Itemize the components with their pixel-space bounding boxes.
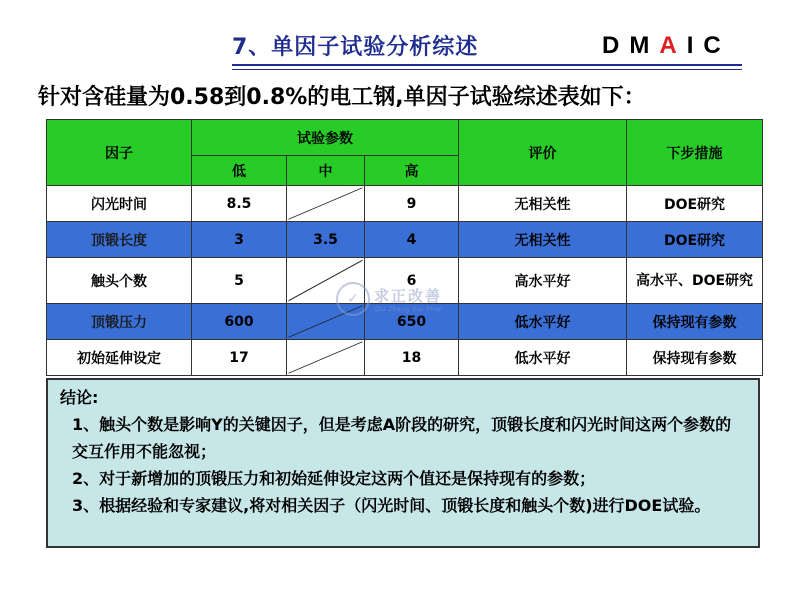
table-row bbox=[47, 222, 763, 258]
title-underline-thin bbox=[232, 69, 742, 70]
cell-eval: 低水平好 bbox=[459, 304, 627, 340]
header-low: 低 bbox=[192, 156, 287, 186]
dmaic-letter-c: C bbox=[703, 32, 731, 59]
conclusion-item-3: 3、根据经验和专家建议,将对相关因子（闪光时间、顶锻长度和触头个数)进行DOE试验。 bbox=[72, 496, 711, 515]
cell-eval: 无相关性 bbox=[459, 222, 627, 258]
cell-next: 高水平、DOE研究 bbox=[627, 258, 763, 304]
cell-high: 9 bbox=[365, 186, 459, 222]
cell-mid-empty bbox=[287, 340, 365, 376]
summary-table bbox=[46, 119, 763, 376]
slide-title: 7、单因子试验分析综述 bbox=[232, 35, 479, 60]
cell-factor: 顶锻长度 bbox=[47, 222, 192, 258]
dmaic-letter-m: M bbox=[629, 32, 660, 59]
header-mid: 中 bbox=[287, 156, 365, 186]
dmaic-logo bbox=[602, 32, 731, 60]
slide-subtitle: 针对含硅量为0.58到0.8%的电工钢,单因子试验综述表如下： bbox=[38, 85, 646, 110]
cell-next: 保持现有参数 bbox=[627, 340, 763, 376]
watermark-emblem-icon: ✓ bbox=[336, 282, 370, 316]
cell-low: 600 bbox=[192, 304, 287, 340]
cell-mid: 3.5 bbox=[287, 222, 365, 258]
cell-factor: 触头个数 bbox=[47, 258, 192, 304]
cell-low: 8.5 bbox=[192, 186, 287, 222]
cell-eval: 无相关性 bbox=[459, 186, 627, 222]
conclusion-item-1: 1、触头个数是影响Y的关键因子，但是考虑A阶段的研究，顶锻长度和闪光时间这两个参数的交互作用不能忽视； bbox=[72, 415, 732, 461]
header-eval: 评价 bbox=[459, 120, 627, 186]
header-params: 试验参数 bbox=[192, 120, 459, 156]
watermark-subtitle: Qiu Zheng Gai Shan bbox=[374, 306, 444, 313]
header-factor: 因子 bbox=[47, 120, 192, 186]
cell-mid-empty bbox=[287, 186, 365, 222]
cell-low: 3 bbox=[192, 222, 287, 258]
cell-low: 17 bbox=[192, 340, 287, 376]
cell-eval: 低水平好 bbox=[459, 340, 627, 376]
table-row bbox=[47, 340, 763, 376]
cell-factor: 顶锻压力 bbox=[47, 304, 192, 340]
cell-high: 4 bbox=[365, 222, 459, 258]
cell-factor: 闪光时间 bbox=[47, 186, 192, 222]
header-next: 下步措施 bbox=[627, 120, 763, 186]
cell-eval: 高水平好 bbox=[459, 258, 627, 304]
cell-high: 6 bbox=[365, 258, 459, 304]
watermark-title: 求正改善 bbox=[374, 287, 443, 305]
cell-next: 保持现有参数 bbox=[627, 304, 763, 340]
title-underline bbox=[232, 64, 742, 66]
table-row bbox=[47, 186, 763, 222]
cell-next: DOE研究 bbox=[627, 186, 763, 222]
cell-factor: 初始延伸设定 bbox=[47, 340, 192, 376]
conclusion-heading: 结论: bbox=[60, 388, 99, 407]
dmaic-letter-i: I bbox=[686, 32, 704, 59]
watermark-logo bbox=[336, 282, 443, 316]
conclusion-box bbox=[46, 378, 760, 548]
dmaic-letter-d: D bbox=[602, 32, 630, 59]
conclusion-item-2: 2、对于新增加的顶锻压力和初始延伸设定这两个值还是保持现有的参数； bbox=[72, 469, 596, 488]
dmaic-letter-a: A bbox=[659, 32, 687, 59]
cell-next: DOE研究 bbox=[627, 222, 763, 258]
cell-high: 18 bbox=[365, 340, 459, 376]
cell-low: 5 bbox=[192, 258, 287, 304]
cell-high: 650 bbox=[365, 304, 459, 340]
header-high: 高 bbox=[365, 156, 459, 186]
